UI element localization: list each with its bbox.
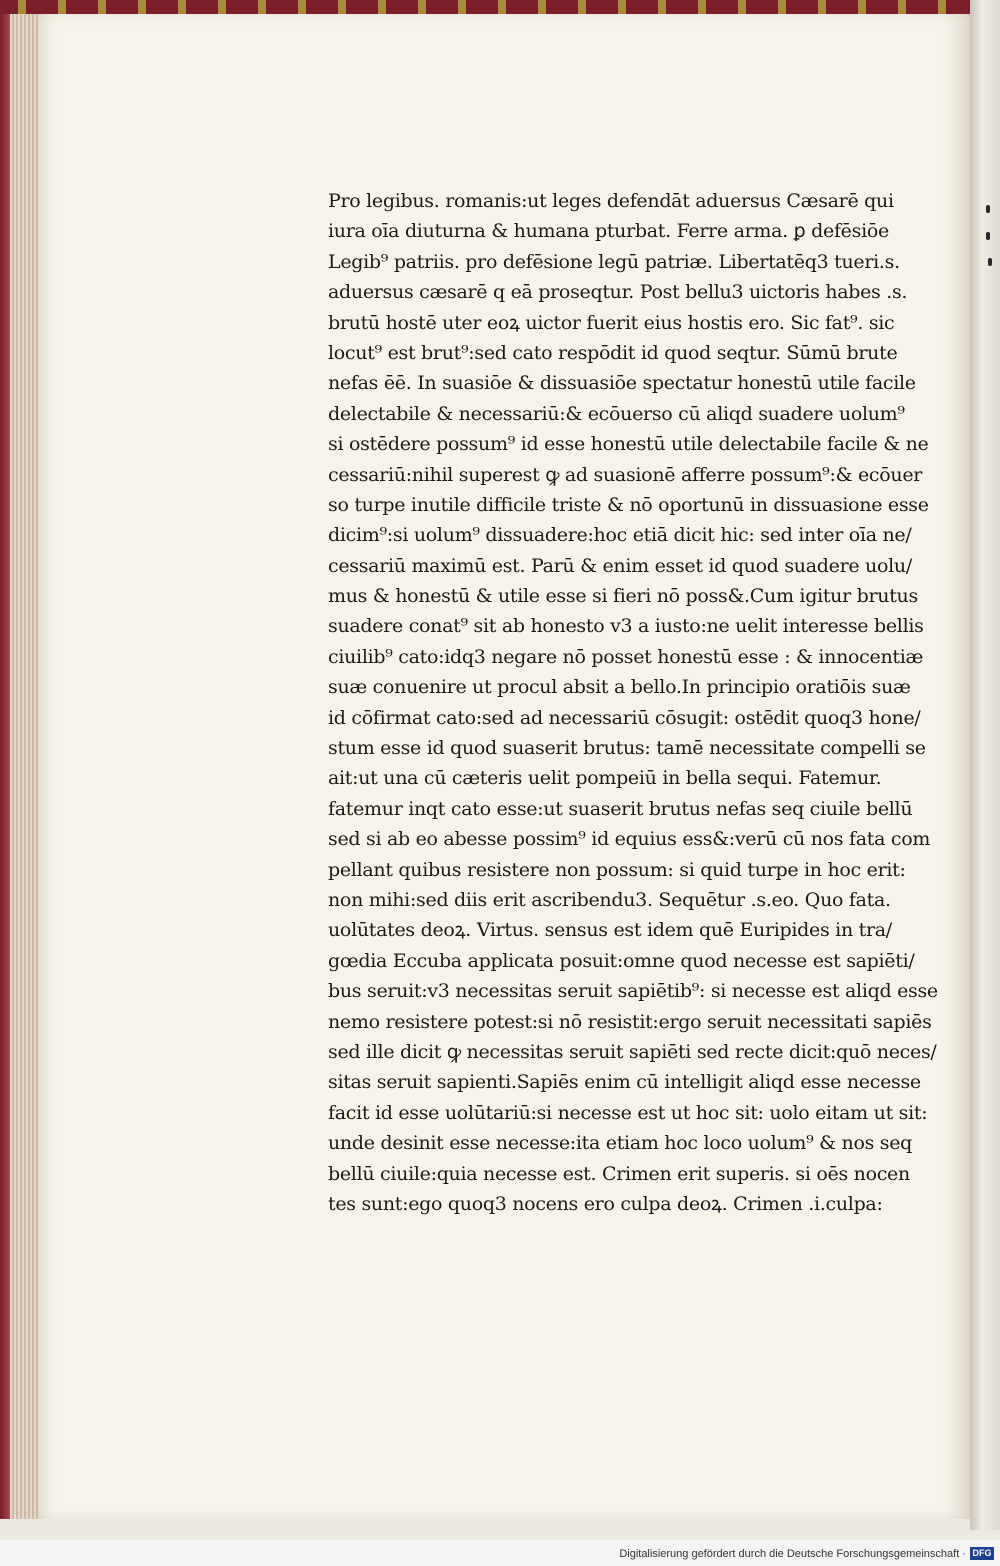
red-edge <box>0 14 10 1519</box>
margin-mark <box>986 232 990 240</box>
text-line: sed ille dicit ꝙ necessitas seruit sapiēti sed recte dicit:quō neces/ <box>328 1040 937 1063</box>
text-line: nemo resistere potest:si nō resistit:ergo seruit necessitati sapiēs <box>328 1010 932 1033</box>
text-line: bus seruit:v3 necessitas seruit sapiētib⁹: si necesse est aliqd esse <box>328 980 938 1003</box>
text-line: nefas ēē. In suasiōe & dissuasiōe spectatur honestū utile facile <box>328 372 916 395</box>
text-line: bellū ciuile:quia necesse est. Crimen erit superis. si oēs nocen <box>328 1162 910 1185</box>
text-line: cessariū maximū est. Parū & enim esset id quod suadere uolu/ <box>328 554 912 577</box>
margin-mark <box>988 258 992 266</box>
text-line: so turpe inutile difficile triste & nō oportunū in dissuasione esse <box>328 493 929 516</box>
text-line: ait:ut una cū cæteris uelit pompeiū in bella sequi. Fatemur. <box>328 767 882 790</box>
text-line: tes sunt:ego quoq3 nocens ero culpa deoꝝ. Crimen .i.culpa: <box>328 1192 883 1215</box>
text-line: sed si ab eo abesse possim⁹ id equius ess&:verū cū nos fata com <box>328 828 931 851</box>
text-line: mus & honestū & utile esse si fieri nō poss&.Cum igitur brutus <box>328 585 918 608</box>
text-line: delectabile & necessariū:& ecōuerso cū aliqd suadere uolum⁹ <box>328 402 905 425</box>
text-line: uolūtates deoꝝ. Virtus. sensus est idem quē Euripides in tra/ <box>328 919 892 942</box>
text-line: unde desinit esse necesse:ita etiam hoc loco uolum⁹ & nos seq <box>328 1132 913 1155</box>
text-line: locut⁹ est brut⁹:sed cato respōdit id quod seqtur. Sūmū brute <box>328 341 898 364</box>
text-line: Pro legibus. romanis:ut leges defendāt aduersus Cæsarē qui <box>328 190 894 212</box>
right-page-edge <box>970 0 1000 1530</box>
text-line: non mihi:sed diis erit ascribendu3. Sequētur .s.eo. Quo fata. <box>328 888 891 911</box>
text-line: Legib⁹ patriis. pro defēsione legū patriæ. Libertatēq3 tueri.s. <box>328 250 900 273</box>
text-line: sitas seruit sapienti.Sapiēs enim cū intelligit aliqd esse necesse <box>328 1071 921 1094</box>
text-line: pellant quibus resistere non possum: si quid turpe in hoc erit: <box>328 858 906 881</box>
text-line: suæ conuenire ut procul absit a bello.In principio oratiōis suæ <box>328 676 911 699</box>
text-line: gœdia Eccuba applicata posuit:omne quod necesse est sapiēti/ <box>328 949 915 972</box>
text-line: brutū hostē uter eoꝝ uictor fuerit eius hostis ero. Sic fat⁹. sic <box>328 311 895 334</box>
text-line: id cōfirmat cato:sed ad necessariū cōsugit: ostēdit quoq3 hone/ <box>328 706 921 729</box>
text-line: suadere conat⁹ sit ab honesto v3 a iusto:ne uelit interesse bellis <box>328 615 924 638</box>
margin-mark <box>986 205 990 213</box>
text-line: fatemur inqt cato esse:ut suaserit brutus nefas seq ciuile bellū <box>328 797 913 820</box>
main-text-block <box>328 186 938 1219</box>
text-line: aduersus cæsarē q eā proseqtur. Post bellu3 uictoris habes .s. <box>328 281 908 304</box>
text-line: dicim⁹:si uolum⁹ dissuadere:hoc etiā dicit hic: sed inter oīa ne/ <box>328 524 912 547</box>
text-line: facit id esse uolūtariū:si necesse est ut hoc sit: uolo eitam ut sit: <box>328 1101 928 1124</box>
funding-credit: Digitalisierung gefördert durch die Deutsche Forschungsgemeinschaft · <box>619 1548 966 1560</box>
text-line: ciuilib⁹ cato:idq3 negare nō posset honestū esse : & innocentiæ <box>328 645 924 668</box>
text-line: si ostēdere possum⁹ id esse honestū utile delectabile facile & ne <box>328 433 929 456</box>
text-line: iura oīa diuturna & humana pturbat. Ferre arma. ꝑ defēsiōe <box>328 220 889 243</box>
text-line: stum esse id quod suaserit brutus: tamē necessitate compelli se <box>328 737 926 760</box>
text-line: cessariū:nihil superest ꝙ ad suasionē afferre possum⁹:& ecōuer <box>328 463 923 486</box>
binding-ornament <box>0 0 1000 14</box>
dfg-logo: DFG <box>970 1547 994 1560</box>
